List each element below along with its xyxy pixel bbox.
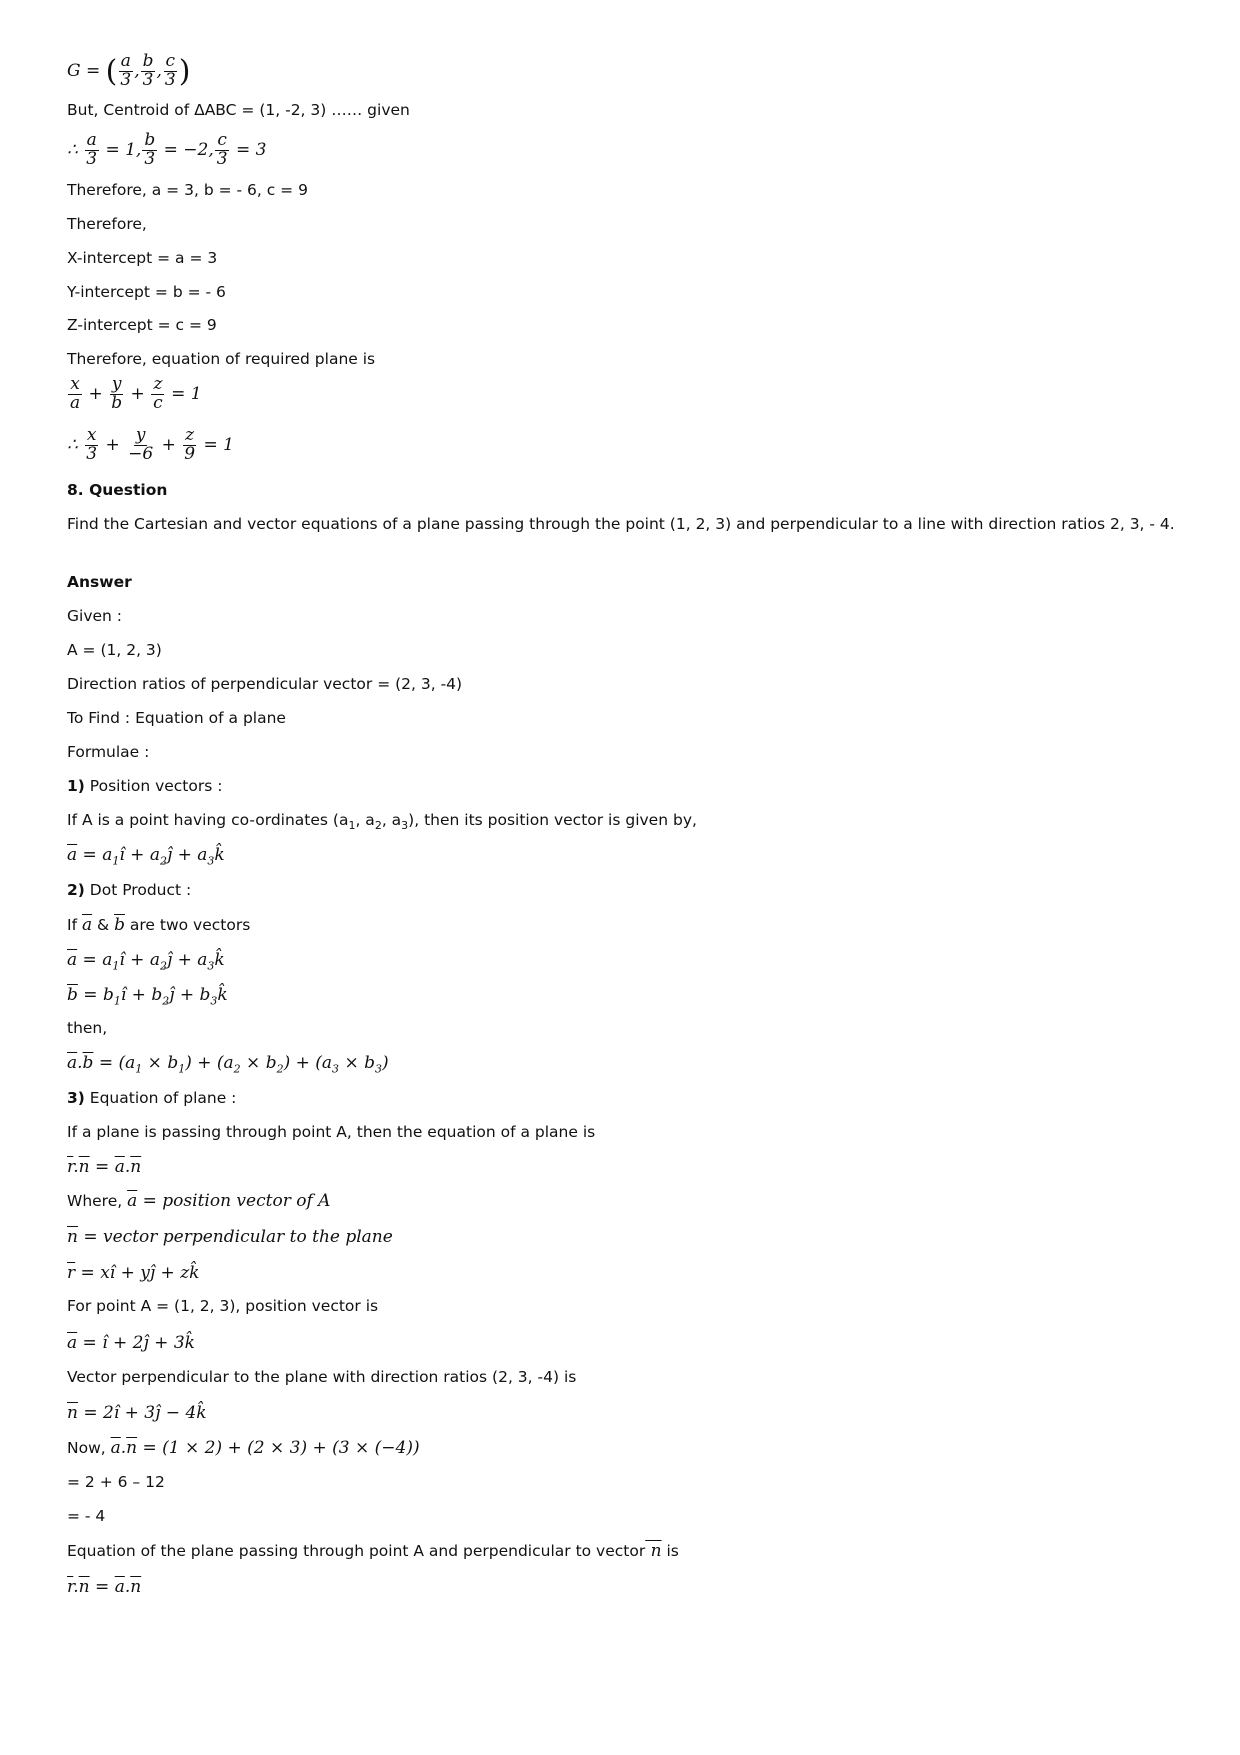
given-text: Given : (67, 607, 122, 625)
centroid-equations: ∴ $\frac{a}{3}$ = 1, $\frac{b}{3}$ = −2, $\frac{c}{3}$ = 3 (67, 130, 267, 169)
direction-ratios-text: Direction ratios of perpendicular vector = (2, 3, -4) (67, 675, 463, 693)
formula-1-label: Position vectors : (84, 777, 223, 795)
normal-vector-n: $\overline{n}$ = 2î + 3ĵ − 4k̂ (67, 1403, 207, 1423)
final-plane-equation: $\overline{r}.\overline{n} = \overline{a}.\overline{n}$ (67, 1577, 142, 1597)
centroid-given-text: But, Centroid of ΔABC = (1, -2, 3) …… given (67, 101, 410, 119)
n-definition: $\overline{n}$ = vector perpendicular to the plane (67, 1227, 393, 1247)
vector-a-formula: $\overline{a}$ = $a_1î$ + $a_2ĵ$ + $a_3k̂$ (67, 950, 225, 973)
formula-3-text: If a plane is passing through point A, then the equation of a plane is (67, 1123, 596, 1141)
therefore-text: Therefore, (67, 215, 147, 233)
centroid-formula: G = ( $\frac{a}{3}$ , $\frac{b}{3}$ , $\frac{c}{3}$ ) (67, 51, 191, 90)
plane-vector-equation: $\overline{r}.\overline{n} = \overline{a}.\overline{n}$ (67, 1157, 142, 1177)
x-intercept-text: X-intercept = a = 3 (67, 249, 218, 267)
question-heading: 8. Question (67, 481, 168, 499)
formula-2-text: If $\overline{a}$ & $\overline{b}$ are two vectors (67, 915, 251, 935)
formula-2-label: Dot Product : (84, 881, 192, 899)
formula-3-number: 3) (67, 1089, 85, 1107)
r-definition: $\overline{r}$ = xî + yĵ + zk̂ (67, 1263, 200, 1283)
formula-1-heading (67, 776, 222, 796)
formula-2-heading (67, 880, 191, 900)
to-find-text: To Find : Equation of a plane (67, 709, 286, 727)
for-point-text: For point A = (1, 2, 3), position vector is (67, 1297, 379, 1315)
formulae-text: Formulae : (67, 743, 150, 761)
z-intercept-text: Z-intercept = c = 9 (67, 316, 217, 334)
question-text: Find the Cartesian and vector equations of a plane passing through the point (1, 2, 3) and perpendicular to a line with direction ratios 2, 3, - 4. (67, 515, 1175, 533)
intercept-form-equation: $\frac{x}{a}$ + $\frac{y}{b}$ + $\frac{z}{c}$ = 1 (70, 374, 202, 413)
calc-step-2: = - 4 (67, 1507, 106, 1525)
position-vector-a: $\overline{a}$ = î + 2ĵ + 3k̂ (67, 1333, 195, 1353)
abc-values-text: Therefore, a = 3, b = - 6, c = 9 (67, 181, 308, 199)
formula-1-number: 1) (67, 777, 85, 795)
then-text: then, (67, 1019, 108, 1037)
perp-vector-text: Vector perpendicular to the plane with direction ratios (2, 3, -4) is (67, 1368, 577, 1386)
where-definition: Where, $\overline{a}$ = position vector of A (67, 1191, 331, 1211)
answer-heading: Answer (67, 573, 132, 591)
point-a-text: A = (1, 2, 3) (67, 641, 162, 659)
required-plane-equation: ∴ $\frac{x}{3}$ + $\frac{y}{-6}$ + $\frac{z}{9}$ = 1 (67, 425, 234, 464)
calc-step-1: = 2 + 6 – 12 (67, 1473, 165, 1491)
formula-3-label: Equation of plane : (84, 1089, 237, 1107)
plane-eq-intro-text: Therefore, equation of required plane is (67, 350, 376, 368)
formula-3-heading (67, 1088, 236, 1108)
dot-product-formula: $\overline{a}.\overline{b} = (a_1 \times b_1) + (a_2 \times b_2) + (a_3 \times b_3)$ (67, 1053, 389, 1076)
eq-plane-text: Equation of the plane passing through point A and perpendicular to vector n is (67, 1541, 679, 1561)
formula-1-text: If A is a point having co-ordinates ($a_1$, $a_2$, $a_3$), then its position vector is given by, (67, 811, 697, 833)
y-intercept-text: Y-intercept = b = - 6 (67, 283, 226, 301)
vector-b-formula: $\overline{b}$ = $b_1î$ + $b_2ĵ$ + $b_3k̂$ (67, 985, 228, 1008)
now-calculation: Now, $\overline{a}.\overline{n} = (1 \times 2) + (2 \times 3) + (3 \times (-4))$ (67, 1438, 420, 1458)
formula-2-number: 2) (67, 881, 85, 899)
position-vector-formula: $\overline{a}$ = $a_1î$ + $a_2ĵ$ + $a_3k̂$ (67, 845, 225, 868)
